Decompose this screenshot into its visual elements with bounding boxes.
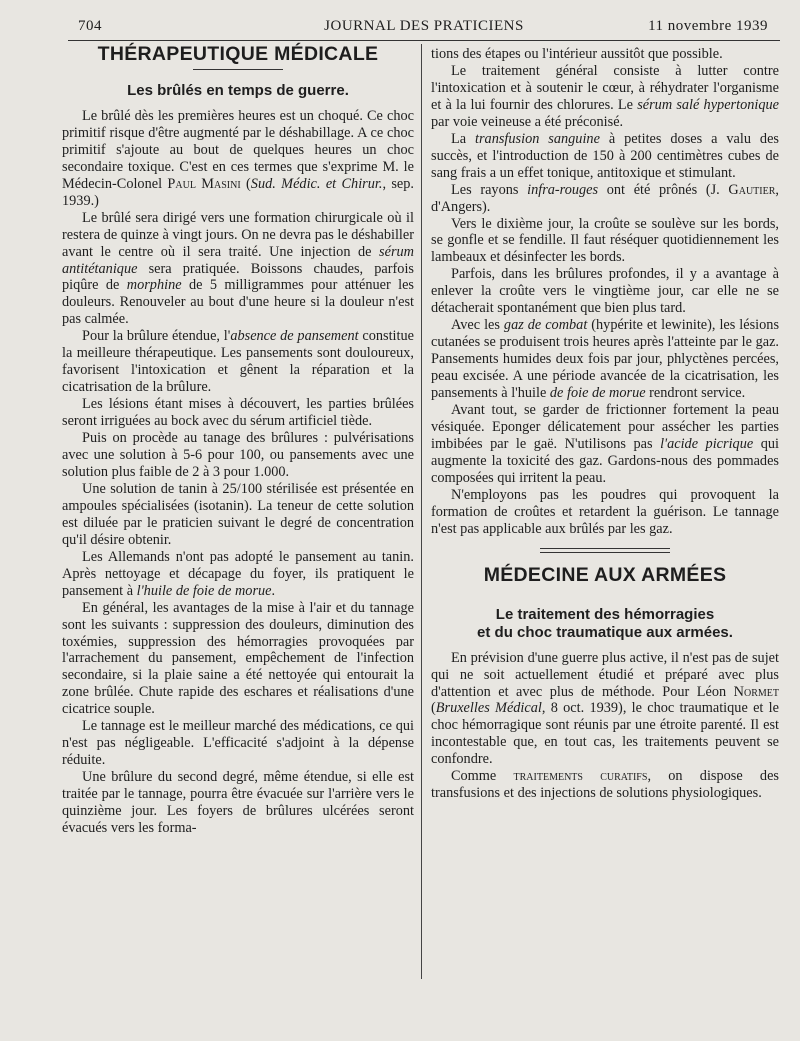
paragraph: Les rayons infra-rouges ont été prônés (J. Gautier, d'Angers). [431,181,779,215]
paragraph-continued: tions des étapes ou l'intérieur aussitôt que possible. [431,46,723,62]
paragraph: Le brûlé sera dirigé vers une formation chirurgicale où il restera de quinze à vingt jours. On ne devra pas le déshabiller avant le centre où il sera traité. Une injection de sérum antitétanique sera pratiquée. Boissons chaudes, parfois piqûre de morphine de 5 milligrammes pour atténuer les douleurs. Renouveler au bout d'une heure si la douleur n'est pas calmée. [62,209,414,328]
page-header [68,16,780,41]
column-divider [421,44,422,979]
paragraph: Le brûlé dès les premières heures est un choqué. Ce choc primitif risque d'être augmenté par le déshabillage. A ce choc primitif s'ajoute au bout de quelques heures un choc secondaire toxique. C'est en ces termes que s'exprime M. le Médecin-Colonel Paul Masini (Sud. Médic. et Chirur., sep. 1939.) [62,107,415,209]
left-column [62,43,415,837]
article-title-hemorragies: Le traitement des hémorragies et du choc traumatique aux armées. [477,605,733,641]
right-column [431,46,779,802]
paragraph: Le tannage est le meilleur marché des médications, ce qui n'est pas négligeable. L'efficacité s'adjoint à la dépense réduite. [62,718,414,769]
paragraph: Une brûlure du second degré, même étendue, si elle est traitée par le tannage, pourra être évacuée sur l'arrière vers le quinzième jour. Les foyers de brûlures ulcérées seront évacués vers les forma- [62,769,414,836]
paragraph: Les lésions étant mises à découvert, les parties brûlées seront irriguées au bock avec du sérum artificiel tiède. [62,396,414,430]
source-title: Sud. Médic. et Chirur. [250,175,383,192]
paragraph: Avec les gaz de combat (hypérite et lewinite), les lésions cutanées se produisent trois heures après l'atteinte par le gaz. Pansements humides deux fois par jour, phlyctènes percées, peau excisée. A une période avancée de la cicatrisation, les pansements à l'huile de foie de morue rendront service. [431,317,780,402]
paragraph: Les Allemands n'ont pas adopté le pansement au tanin. Après nettoyage et décapage du foyer, ils pratiquent le pansement à l'huile de foie de morue. [62,548,414,599]
paragraph: Une solution de tanin à 25/100 stérilisée est présentée en ampoules spécialisées (isotanin). La teneur de cette solution est diluée par le praticien suivant le degré de concentration qu'il désire obtenir. [62,480,414,548]
title-ornament [193,69,283,70]
article-title-brules: Les brûlés en temps de guerre. [127,81,349,99]
paragraph: Le traitement général consiste à lutter contre l'intoxication et à soutenir le cœur, à réhydrater l'organisme et à la lui fournir des chlorures. Le sérum salé hypertonique par voie veineuse a été préconisé. [431,62,779,130]
paragraph: La transfusion sanguine à petites doses a valu des succès, et l'introduction de 150 à 200 centimètres cubes de sang frais a un effet tonique, antitoxique et stimulant. [431,130,779,181]
paragraph: Vers le dixième jour, la croûte se soulève sur les bords, se gonfle et se fendille. Il faut réséquer quotidiennement les lambeaux et désinfecter les bords. [431,215,779,266]
section-title-therapeutique: THÉRAPEUTIQUE MÉDICALE [97,43,379,65]
issue-date: 11 novembre 1939 [648,18,768,34]
author-name: Gautier [728,181,776,198]
paragraph: Avant tout, se garder de frictionner fortement la peau vésiquée. Eponger délicatement pour assécher les parties imbibées par le gaë. N'utilisons pas l'acide picrique qui augmente la toxicité des gaz. Gardons-nous des pommades composées qui irritent la peau. [431,402,779,486]
section-title-medecine: MÉDECINE AUX ARMÉES [483,563,727,586]
journal-title: JOURNAL DES PRATICIENS [324,18,524,34]
author-name: Paul Masini [167,175,241,192]
paragraph: En prévision d'une guerre plus active, il n'est pas de sujet qui ne soit actuellement étudié et préparé avec plus d'attention et avec plus de méthode. Pour Léon Normet (Bruxelles Médical, 8 oct. 1939), le choc traumatique et le choc hémorragique sont réunis par une étroite parenté. Il est incontestable que, en tout cas, les traitements peuvent se confondre. [431,649,779,768]
author-name: Normet [733,683,779,700]
paragraph: Parfois, dans les brûlures profondes, il y a avantage à enlever la croûte vers le vingtième jour, car elle ne se détacherait spontanément que bien plus tard. [431,266,779,317]
paragraph: En général, les avantages de la mise à l'air et du tannage sont les suivants : suppression des douleurs, diminution des toxémies, suppression des hémorragies provoquées par l'arrachement du pansement, empêchement de l'infection secondaire, si la plaie saine a été nettoyée qui entourait la zone brûlée. Chute rapide des eschares et réalisations d'une cicatrice souple. [62,599,414,718]
paragraph: Puis on procède au tanage des brûlures : pulvérisations avec une solution à 5-6 pour 100, ou pansements avec une solution plus faible de 2 à 3 pour 1.000. [62,430,414,480]
section-separator [540,548,670,553]
paragraph: Comme traitements curatifs, on dispose des transfusions et des injections de solutions physiologiques. [431,768,779,802]
paragraph: Pour la brûlure étendue, l'absence de pansement constitue la meilleure thérapeutique. Les pansements sont douloureux, favorisent l'intoxication et gênent la réparation et la cicatrisation de la brûlure. [62,328,414,396]
source-title: Bruxelles Médical [435,700,542,717]
page-number: 704 [78,18,102,34]
paragraph: N'employons pas les poudres qui provoquent la formation de croûtes et retardent la guérison. Le tannage n'est pas applicable aux brûlés par les gaz. [431,486,779,537]
